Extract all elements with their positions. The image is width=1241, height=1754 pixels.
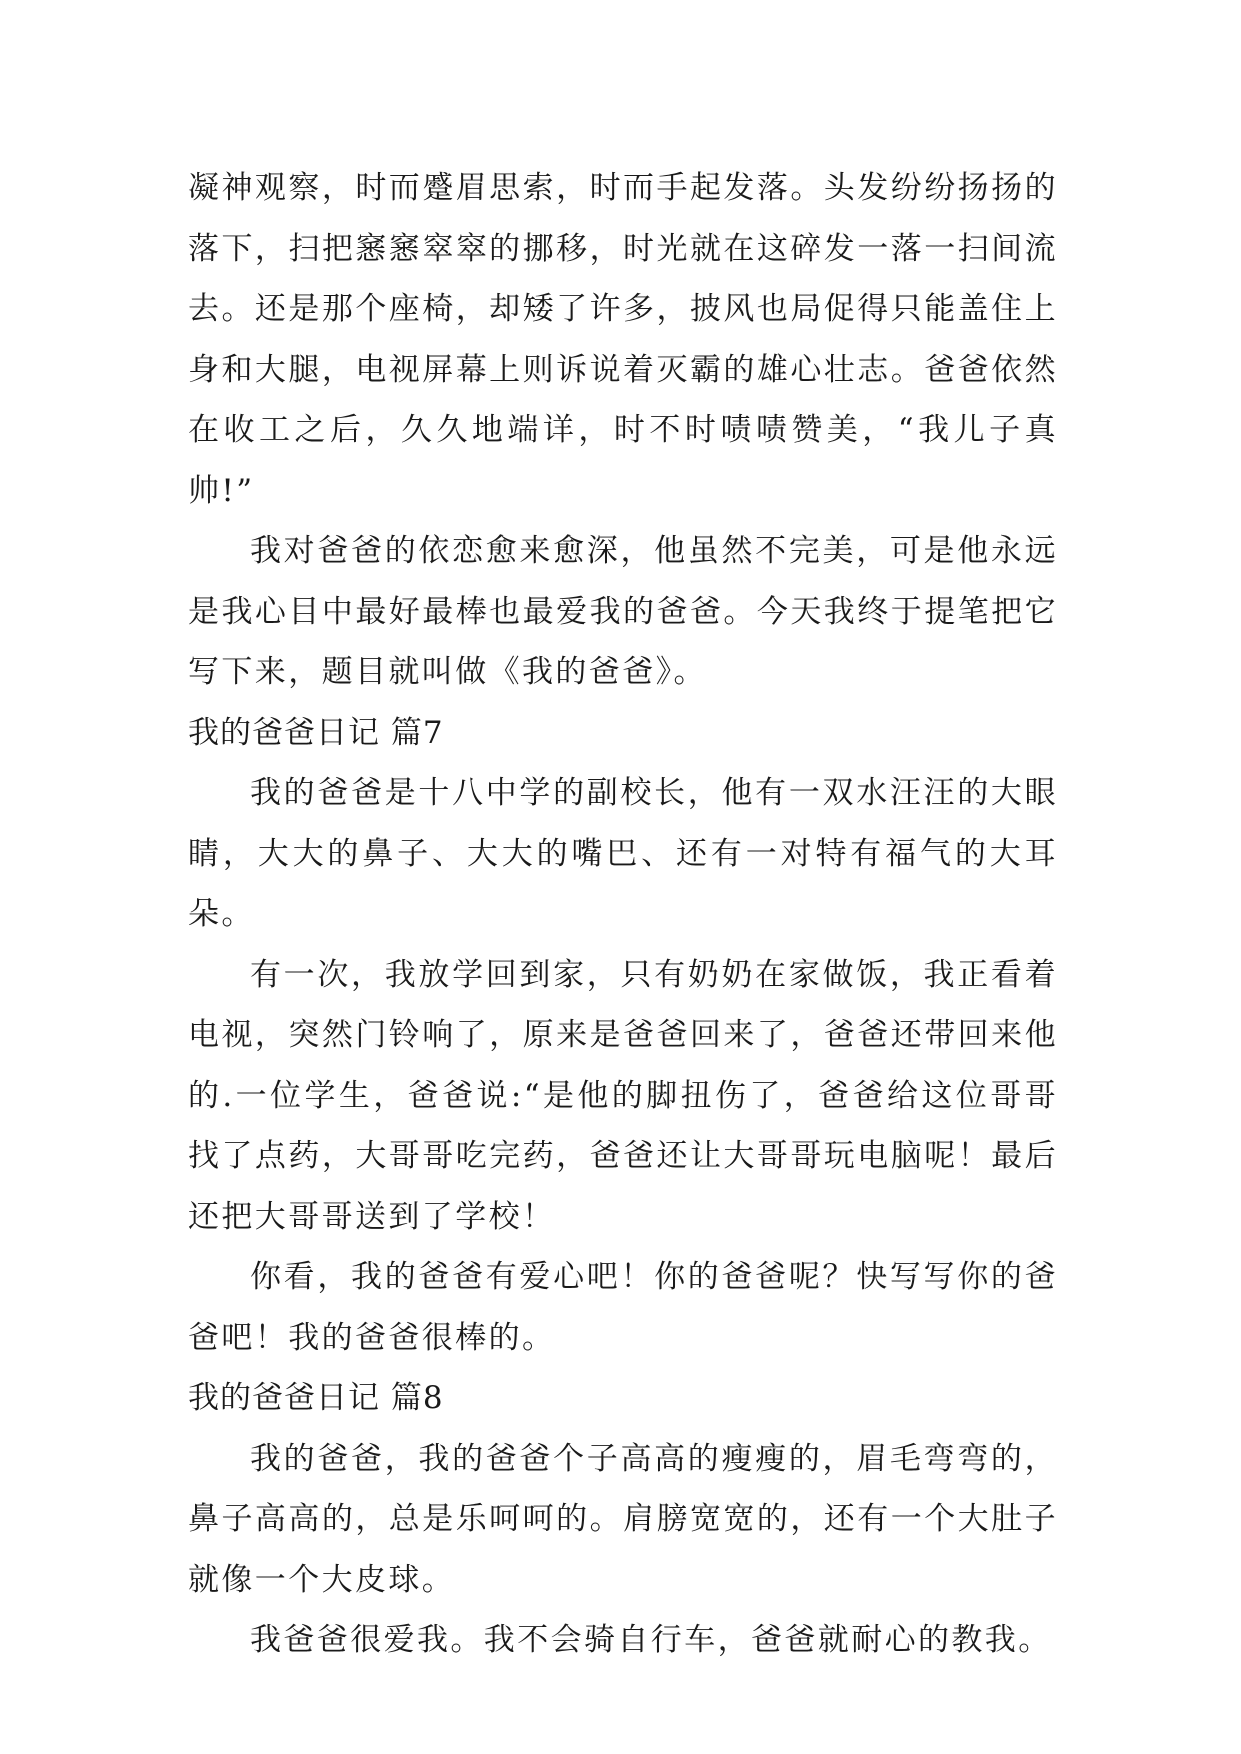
paragraph: 我的爸爸，我的爸爸个子高高的瘦瘦的，眉毛弯弯的，鼻子高高的，总是乐呵呵的。肩膀宽宽的，还有一个大肚子就像一个大皮球。 (188, 1440, 1058, 1598)
paragraph: 你看，我的爸爸有爱心吧！你的爸爸呢？快写写你的爸爸吧！我的爸爸很棒的。 (188, 1259, 1058, 1356)
paragraph: 我对爸爸的依恋愈来愈深，他虽然不完美，可是他永远是我心目中最好最棒也最爱我的爸爸。今天我终于提笔把它写下来，题目就叫做《我的爸爸》。 (188, 533, 1058, 690)
section-heading: 我的爸爸日记 篇7 (188, 714, 444, 751)
paragraph: 我的爸爸是十八中学的副校长，他有一双水汪汪的大眼睛，大大的鼻子、大大的嘴巴、还有一对特有福气的大耳朵。 (188, 775, 1058, 932)
section-heading: 我的爸爸日记 篇8 (188, 1380, 444, 1416)
paragraph: 有一次，我放学回到家，只有奶奶在家做饭，我正看着电视，突然门铃响了，原来是爸爸回来了，爸爸还带回来他的.一位学生，爸爸说:“是他的脚扭伤了，爸爸给这位哥哥找了点药，大哥哥吃完药，爸爸还让大哥哥玩电脑呢！最后还把大哥哥送到了学校！ (188, 956, 1058, 1235)
paragraph-continuation: 凝神观察，时而蹙眉思索，时而手起发落。头发纷纷扬扬的落下，扫把窸窸窣窣的挪移，时光就在这碎发一落一扫间流去。还是那个座椅，却矮了许多，披风也局促得只能盖住上身和大腿，电视屏幕上则诉说着灭霸的雄心壮志。爸爸依然在收工之后，久久地端详，时不时啧啧赞美，“我儿子真帅!” (188, 170, 1058, 509)
paragraph: 我爸爸很爱我。我不会骑自行车，爸爸就耐心的教我。 (250, 1622, 1052, 1658)
document-body (188, 158, 1058, 1671)
